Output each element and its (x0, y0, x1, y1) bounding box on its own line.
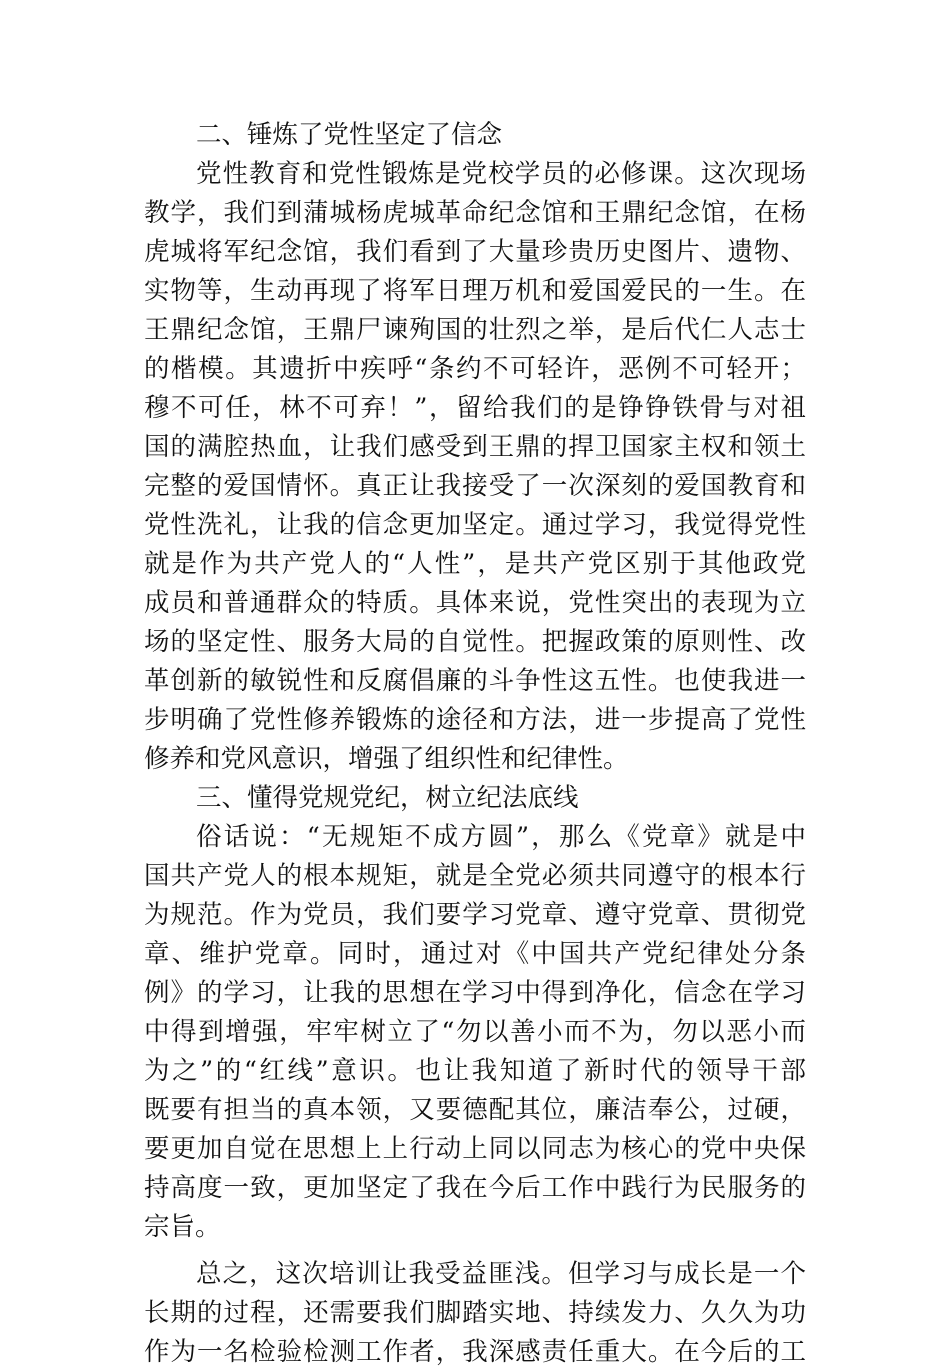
paragraph-line: 为之”的“红线”意识。也让我知道了新时代的领导干部 (144, 1056, 806, 1086)
paragraph-line: 例》的学习，让我的思想在学习中得到净化，信念在学习 (144, 978, 806, 1008)
paragraph-line: 完整的爱国情怀。真正让我接受了一次深刻的爱国教育和 (144, 471, 806, 501)
section-2-heading: 二、锤炼了党性坚定了信念 (196, 120, 503, 150)
paragraph-gap (144, 1247, 806, 1255)
paragraph-line: 要更加自觉在思想上上行动上同以同志为核心的党中央保 (144, 1134, 806, 1164)
paragraph-line: 章、维护党章。同时，通过对《中国共产党纪律处分条 (144, 939, 806, 969)
paragraph-line: 穆不可任，林不可弃！”，留给我们的是铮铮铁骨与对祖 (144, 393, 806, 423)
paragraph-line: 俗话说：“无规矩不成方圆”，那么《党章》就是中 (196, 822, 806, 852)
paragraph-line: 国共产党人的根本规矩，就是全党必须共同遵守的根本行 (144, 861, 806, 891)
paragraph-line: 实物等，生动再现了将军日理万机和爱国爱民的一生。在 (144, 276, 806, 306)
document-body (144, 116, 806, 1372)
paragraph-line: 成员和普通群众的特质。具体来说，党性突出的表现为立 (144, 588, 806, 618)
paragraph-line: 长期的过程，还需要我们脚踏实地、持续发力、久久为功 (144, 1298, 806, 1328)
paragraph-line: 革创新的敏锐性和反腐倡廉的斗争性这五性。也使我进一 (144, 666, 806, 696)
paragraph-line: 作为一名检验检测工作者，我深感责任重大。在今后的工 (144, 1337, 806, 1367)
paragraph-line: 教学，我们到蒲城杨虎城革命纪念馆和王鼎纪念馆，在杨 (144, 198, 806, 228)
paragraph-line: 虎城将军纪念馆，我们看到了大量珍贵历史图片、遗物、 (144, 237, 806, 267)
section-3-heading: 三、懂得党规党纪，树立纪法底线 (196, 783, 579, 813)
paragraph-line: 宗旨。 (144, 1212, 221, 1242)
paragraph-line: 既要有担当的真本领，又要德配其位，廉洁奉公，过硬， (144, 1095, 806, 1125)
paragraph-line: 修养和党风意识，增强了组织性和纪律性。 (144, 744, 629, 774)
paragraph-line: 就是作为共产党人的“人性”，是共产党区别于其他政党 (144, 549, 806, 579)
paragraph-line: 总之，这次培训让我受益匪浅。但学习与成长是一个 (196, 1259, 806, 1289)
paragraph-line: 的楷模。其遗折中疾呼“条约不可轻许，恶例不可轻开； (144, 354, 806, 384)
paragraph-line: 国的满腔热血，让我们感受到王鼎的捍卫国家主权和领土 (144, 432, 806, 462)
paragraph-line: 中得到增强，牢牢树立了“勿以善小而不为，勿以恶小而 (144, 1017, 806, 1047)
paragraph-line: 王鼎纪念馆，王鼎尸谏殉国的壮烈之举，是后代仁人志士 (144, 315, 806, 345)
paragraph-line: 党性洗礼，让我的信念更加坚定。通过学习，我觉得党性 (144, 510, 806, 540)
paragraph-line: 党性教育和党性锻炼是党校学员的必修课。这次现场 (196, 159, 806, 189)
paragraph-line: 场的坚定性、服务大局的自觉性。把握政策的原则性、改 (144, 627, 806, 657)
paragraph-line: 持高度一致，更加坚定了我在今后工作中践行为民服务的 (144, 1173, 806, 1203)
paragraph-line: 为规范。作为党员，我们要学习党章、遵守党章、贯彻党 (144, 900, 806, 930)
paragraph-line: 步明确了党性修养锻炼的途径和方法，进一步提高了党性 (144, 705, 806, 735)
